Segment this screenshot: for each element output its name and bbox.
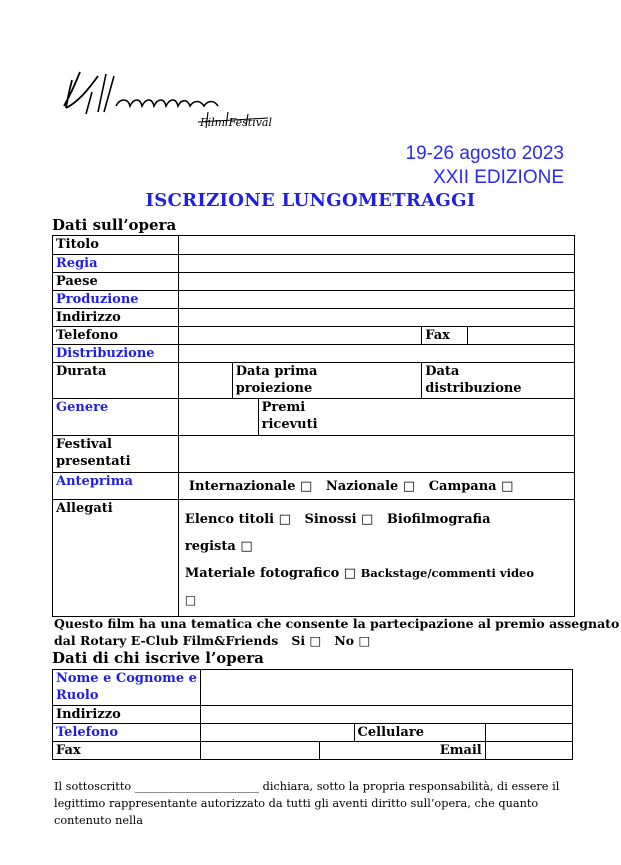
label-distribuzione: Distribuzione <box>53 345 179 363</box>
regia-field[interactable] <box>178 255 574 273</box>
option-nazionale[interactable]: Nazionale □ <box>325 478 416 494</box>
distribuzione-field[interactable] <box>178 345 574 363</box>
email-field[interactable] <box>485 742 572 760</box>
label-produzione: Produzione <box>53 291 179 309</box>
allegati-options <box>178 500 574 617</box>
premio-line-2: dal Rotary E-Club Film&Friends Si □ No □ <box>54 633 371 648</box>
label-festival-presentati: Festival presentati <box>53 436 179 473</box>
label-paese: Paese <box>53 273 179 291</box>
label-entrant-indirizzo: Indirizzo <box>53 706 201 724</box>
label-genere: Genere <box>53 399 179 436</box>
label-fax: Fax <box>422 327 468 345</box>
label-allegati: Allegati <box>53 500 179 617</box>
entrant-table <box>52 669 573 760</box>
entrant-indirizzo-field[interactable] <box>200 706 572 724</box>
option-biofilmografia[interactable]: Biofilmografia <box>386 512 491 527</box>
work-table <box>52 235 575 617</box>
genere-field[interactable] <box>178 399 258 436</box>
option-backstage[interactable]: Backstage/commenti video <box>360 566 535 580</box>
indirizzo-field[interactable] <box>178 309 574 327</box>
durata-field[interactable] <box>178 363 232 399</box>
label-entrant-telefono: Telefono <box>53 724 201 742</box>
label-entrant-fax: Fax <box>53 742 201 760</box>
declaration-line-1: Il sottoscritto ______________________ dichiara, sotto la propria responsabilità, di essere il <box>54 780 560 793</box>
option-elenco-titoli[interactable]: Elenco titoli □ <box>184 512 291 527</box>
name-blank[interactable]: ______________________ <box>134 780 260 793</box>
premio-line-1: Questo film ha una tematica che consente la partecipazione al premio assegnato <box>54 616 620 631</box>
declaration-line-2: legittimo rappresentante autorizzato da tutti gli aventi diritto sull’opera, che quanto contenuto nella <box>54 797 539 827</box>
section-title-entrant: Dati di chi iscrive l’opera <box>52 649 264 667</box>
checkbox-backstage[interactable]: □ <box>184 593 197 607</box>
label-nome-cognome-ruolo: Nome e Cognome e Ruolo <box>53 670 201 706</box>
premio-si[interactable]: Si □ <box>291 633 322 648</box>
telefono-field[interactable] <box>178 327 421 345</box>
declaration-text <box>54 778 574 829</box>
label-email: Email <box>319 742 485 760</box>
label-telefono: Telefono <box>53 327 179 345</box>
festival-dates-block <box>406 142 564 190</box>
option-internazionale[interactable]: Internazionale □ <box>188 478 313 494</box>
entrant-telefono-field[interactable] <box>200 724 354 742</box>
option-campana[interactable]: Campana □ <box>428 478 514 494</box>
section-title-work: Dati sull’opera <box>52 216 177 234</box>
label-cellulare: Cellulare <box>354 724 485 742</box>
festival-logo <box>58 62 278 144</box>
label-data-prima-proiezione: Data prima proiezione <box>232 363 422 399</box>
label-indirizzo: Indirizzo <box>53 309 179 327</box>
edition-label: XXII EDIZIONE <box>433 167 564 188</box>
premio-no[interactable]: No □ <box>334 633 371 648</box>
titolo-field[interactable] <box>178 236 574 255</box>
anteprima-options <box>178 473 574 500</box>
option-materiale-fotografico[interactable]: Materiale fotografico □ <box>184 566 357 581</box>
premio-text <box>54 615 619 649</box>
label-regia: Regia <box>53 255 179 273</box>
label-premi-ricevuti: Premi ricevuti <box>258 399 574 436</box>
form-title: ISCRIZIONE LUNGOMETRAGGI <box>145 190 476 211</box>
fax-field[interactable] <box>468 327 575 345</box>
label-durata: Durata <box>53 363 179 399</box>
cellulare-field[interactable] <box>485 724 572 742</box>
label-anteprima: Anteprima <box>53 473 179 500</box>
produzione-field[interactable] <box>178 291 574 309</box>
nome-field[interactable] <box>200 670 572 706</box>
option-sinossi[interactable]: Sinossi □ <box>304 512 374 527</box>
label-titolo: Titolo <box>53 236 179 255</box>
paese-field[interactable] <box>178 273 574 291</box>
option-regista[interactable]: regista □ <box>184 539 253 554</box>
logo-subtext: Film Festival <box>200 116 273 129</box>
festival-field[interactable] <box>178 436 574 473</box>
label-data-distribuzione: Data distribuzione <box>422 363 575 399</box>
entrant-fax-field[interactable] <box>200 742 319 760</box>
festival-dates: 19-26 agosto 2023 <box>405 143 564 164</box>
